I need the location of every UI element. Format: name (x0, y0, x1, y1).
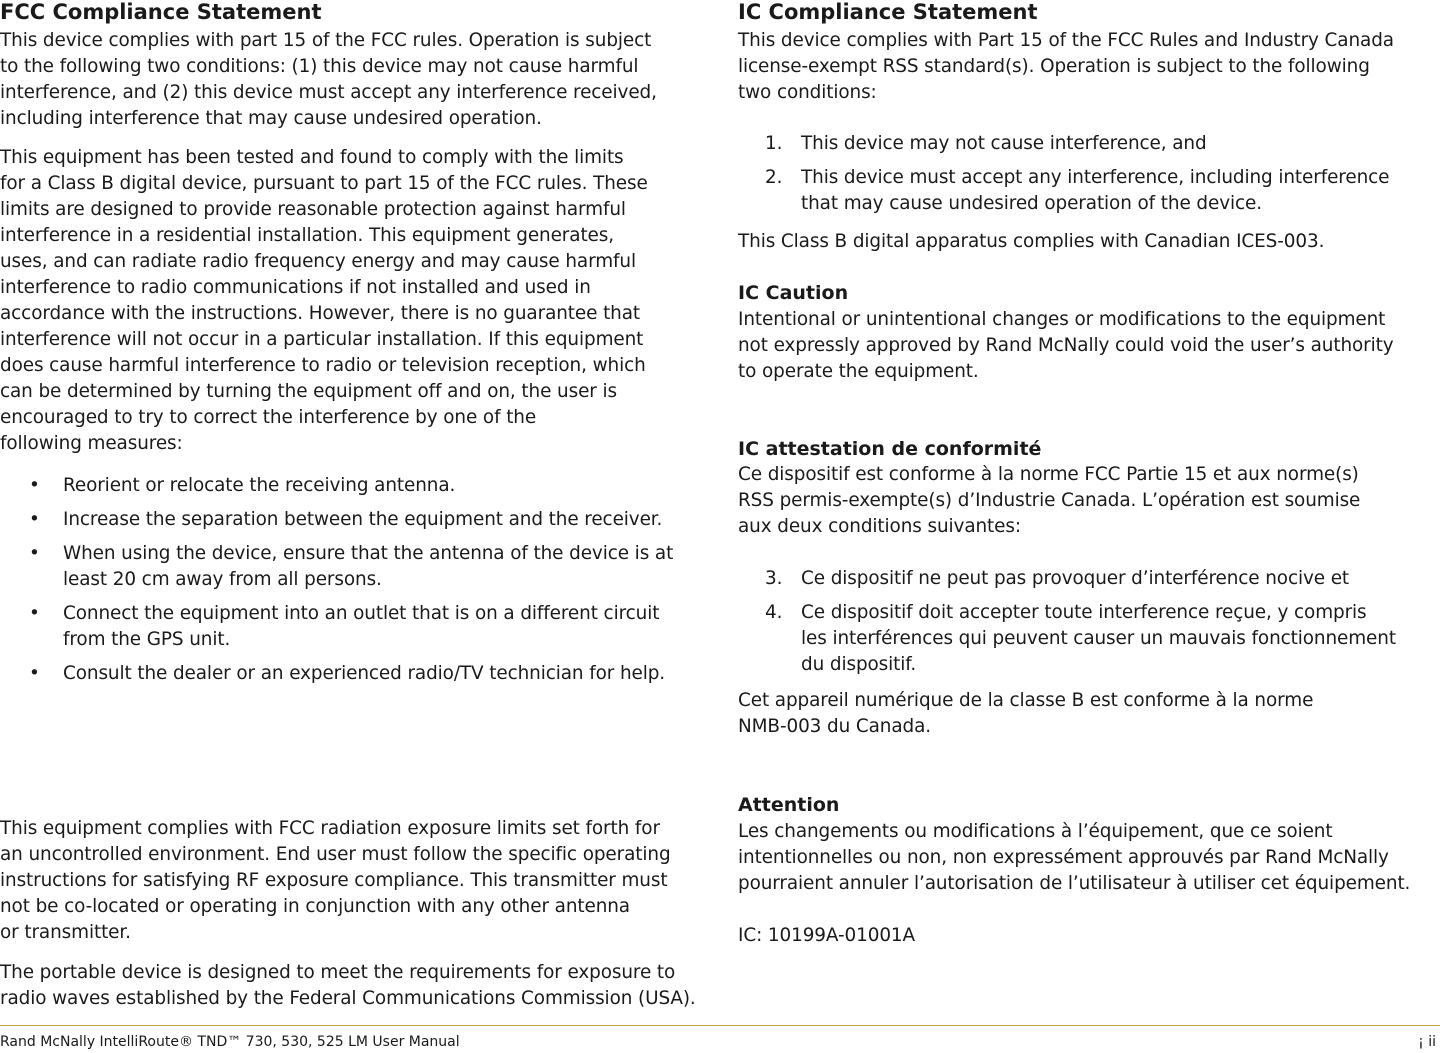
ic-caution-heading: IC Caution (738, 282, 849, 304)
list-item: • Connect the equipment into an outlet that is on a different circuit from the GPS unit. (29, 603, 660, 650)
footer-rule (0, 1025, 1440, 1026)
fcc-paragraph-1: This device complies with part 15 of the FCC rules. Operation is subject to the following two conditions: (1) this device may not cause harmful interference, and (2) this device must accept any interference received, including interference that may cause undesired operation. (0, 30, 657, 129)
fcc-measures-list (0, 473, 700, 695)
attestation-conditions-list (738, 566, 1438, 686)
footer-manual-title: Rand McNally IntelliRoute® TND™ 730, 530, 525 LM User Manual (0, 1034, 460, 1050)
bullet-icon: • (29, 663, 40, 684)
attestation-heading: IC attestation de conformité (738, 438, 1042, 460)
portable-device-paragraph: The portable device is designed to meet the requirements for exposure to radio waves established by the Federal Communications Commission (USA). (0, 962, 696, 1009)
fcc-paragraph-2: This equipment has been tested and found to comply with the limits for a Class B digital device, pursuant to part 15 of the FCC rules. These limits are designed to provide reasonable protection against harmful interference in a residential installation. This equipment generates, uses, and can radiate radio frequency energy and may cause harmful interference to radio communications if not installed and used in accordance with the instructions. However, there is no guarantee that interference will not occur in a particular installation. If this equipment does cause harmful interference to radio or television reception, which can be determined by turning the equipment off and on, the user is encouraged to try to correct the interference by one of the following measures: (0, 147, 648, 454)
list-item: • Reorient or relocate the receiving antenna. (0, 473, 700, 499)
fcc-heading: FCC Compliance Statement (0, 0, 322, 24)
footer-page-number: ¡ ii (1418, 1034, 1436, 1050)
ic-number: IC: 10199A-01001A (738, 925, 916, 946)
list-item: • Increase the separation between the equipment and the receiver. (0, 507, 700, 533)
list-item: • When using the device, ensure that the antenna of the device is at least 20 cm away from all persons. (29, 543, 674, 590)
bullet-icon: • (29, 475, 40, 496)
attention-text: Les changements ou modifications à l’équipement, que ce soient intentionnelles ou non, non expressément approuvés par Rand McNally pourraient annuler l’autorisation de l’utilisateur à utiliser cet équipement. (738, 821, 1411, 894)
list-item: 3. Ce dispositif ne peut pas provoquer d’interférence nocive et (765, 568, 1350, 589)
nmb-paragraph: Cet appareil numérique de la classe B est conforme à la norme NMB-003 du Canada. (738, 690, 1314, 737)
ic-paragraph-1: This device complies with Part 15 of the FCC Rules and Industry Canada license-exempt RSS standard(s). Operation is subject to the following two conditions: (738, 30, 1394, 103)
list-item: 1. This device may not cause interference, and (765, 133, 1207, 154)
list-item: 4. Ce dispositif doit accepter toute interference reçue, y compris les interférences qui peuvent causer un mauvais fonctionnement du dispositif. (765, 602, 1396, 675)
bullet-icon: • (29, 603, 40, 624)
ic-conditions-list (738, 131, 1438, 225)
ic-caution-text: Intentional or unintentional changes or modifications to the equipment not expressly approved by Rand McNally could void the user’s authority to operate the equipment. (738, 309, 1394, 382)
attestation-text: Ce dispositif est conforme à la norme FCC Partie 15 et aux norme(s) RSS permis-exempte(s) d’Industrie Canada. L’opération est soumise aux deux conditions suivantes: (738, 464, 1361, 537)
list-item: 2. This device must accept any interference, including interference that may cause undesired operation of the device. (765, 167, 1390, 214)
attention-heading: Attention (738, 794, 840, 816)
bullet-icon: • (29, 509, 40, 530)
list-item: • Consult the dealer or an experienced radio/TV technician for help. (0, 661, 700, 687)
bullet-icon: • (29, 543, 40, 564)
rf-exposure-paragraph: This equipment complies with FCC radiation exposure limits set forth for an uncontrolled environment. End user must follow the specific operating instructions for satisfying RF exposure compliance. This transmitter must not be co-located or operating in conjunction with any other antenna or transmitter. (0, 818, 671, 943)
ices-paragraph: This Class B digital apparatus complies with Canadian ICES-003. (738, 231, 1325, 252)
ic-heading: IC Compliance Statement (738, 0, 1038, 24)
